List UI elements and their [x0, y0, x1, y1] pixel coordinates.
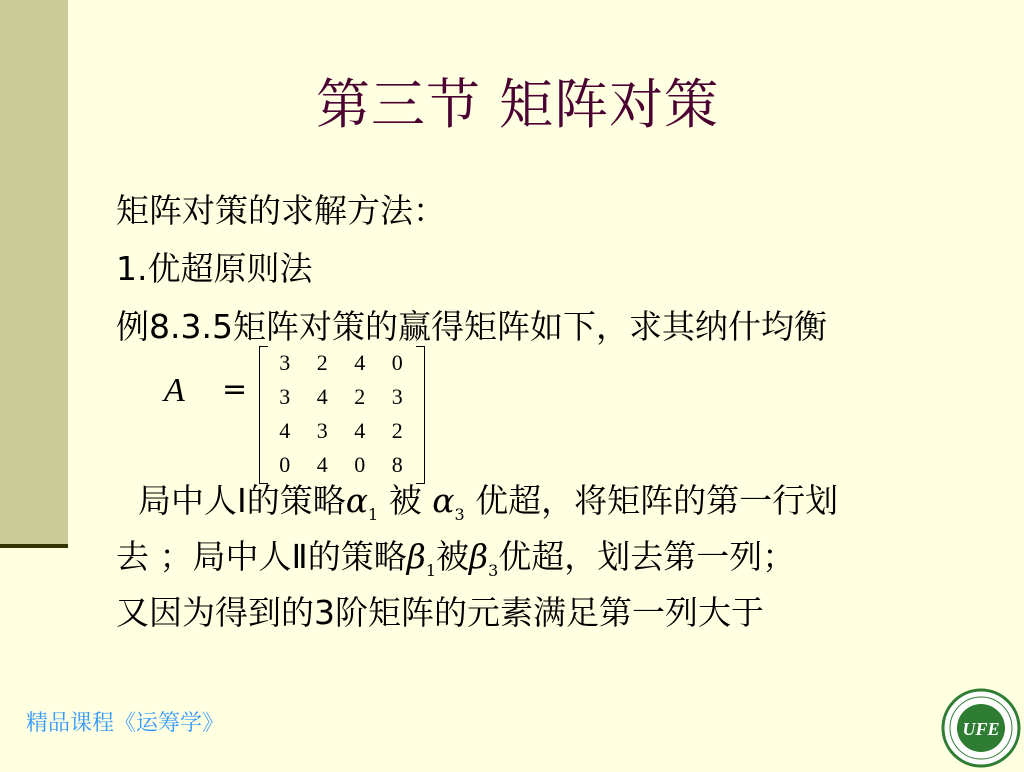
matrix-cell: 3	[391, 384, 403, 409]
matrix-cell: 4	[354, 418, 366, 443]
logo-text: UFE	[962, 719, 1000, 739]
equals-sign: =	[222, 372, 248, 407]
beta-symbol: β	[469, 537, 489, 576]
text-segment: 局中人Ⅰ的策略	[138, 481, 346, 520]
matrix-right-bracket	[416, 346, 425, 484]
subscript: 1	[425, 561, 436, 580]
matrix-cell: 2	[316, 350, 328, 375]
ufe-logo-icon	[938, 684, 1024, 768]
matrix-cell: 4	[316, 384, 328, 409]
matrix-cell: 2	[391, 418, 403, 443]
left-divider-line	[0, 544, 68, 548]
slide-title: 第三节 矩阵对策	[316, 73, 720, 136]
payoff-matrix	[266, 346, 416, 482]
text-segment: 去 ；局中人Ⅱ的策略	[116, 537, 407, 576]
matrix-cell: 4	[316, 452, 328, 477]
alpha-symbol: α	[345, 481, 369, 520]
matrix-cell: 4	[354, 350, 366, 375]
text-segment: 优超，将矩阵的第一行划	[464, 481, 839, 520]
matrix-cell: 3	[316, 418, 328, 443]
matrix-cell: 2	[354, 384, 366, 409]
left-decorative-bar	[0, 0, 68, 544]
subscript: 3	[454, 505, 465, 524]
text-line-method: 矩阵对策的求解方法：	[116, 191, 446, 230]
matrix-cell: 0	[279, 452, 291, 477]
text-line-player2-dominance	[116, 537, 796, 580]
matrix-cell: 3	[279, 384, 291, 409]
alpha-symbol: α	[432, 481, 455, 520]
matrix-variable: A	[164, 372, 185, 409]
matrix-cell: 8	[391, 452, 403, 477]
subscript: 1	[368, 505, 379, 524]
text-line-third-order: 又因为得到的3阶矩阵的元素满足第一列大于	[116, 593, 764, 632]
text-segment: 优超，划去第一列；	[498, 537, 796, 576]
beta-symbol: β	[406, 537, 426, 576]
text-segment: 被	[378, 481, 433, 520]
matrix-cell: 0	[354, 452, 366, 477]
matrix-cell: 3	[279, 350, 291, 375]
text-segment: 被	[436, 537, 469, 576]
text-line-example: 例8.3.5矩阵对策的赢得矩阵如下，求其纳什均衡	[116, 307, 827, 346]
course-footer: 精品课程《运筹学》	[26, 711, 225, 736]
university-logo	[938, 684, 1024, 768]
text-line-player1-dominance	[138, 481, 839, 524]
matrix-cell: 4	[279, 418, 291, 443]
text-line-dominance-rule: 1.优超原则法	[116, 249, 313, 288]
subscript: 3	[488, 561, 499, 580]
matrix-cell: 0	[391, 350, 403, 375]
